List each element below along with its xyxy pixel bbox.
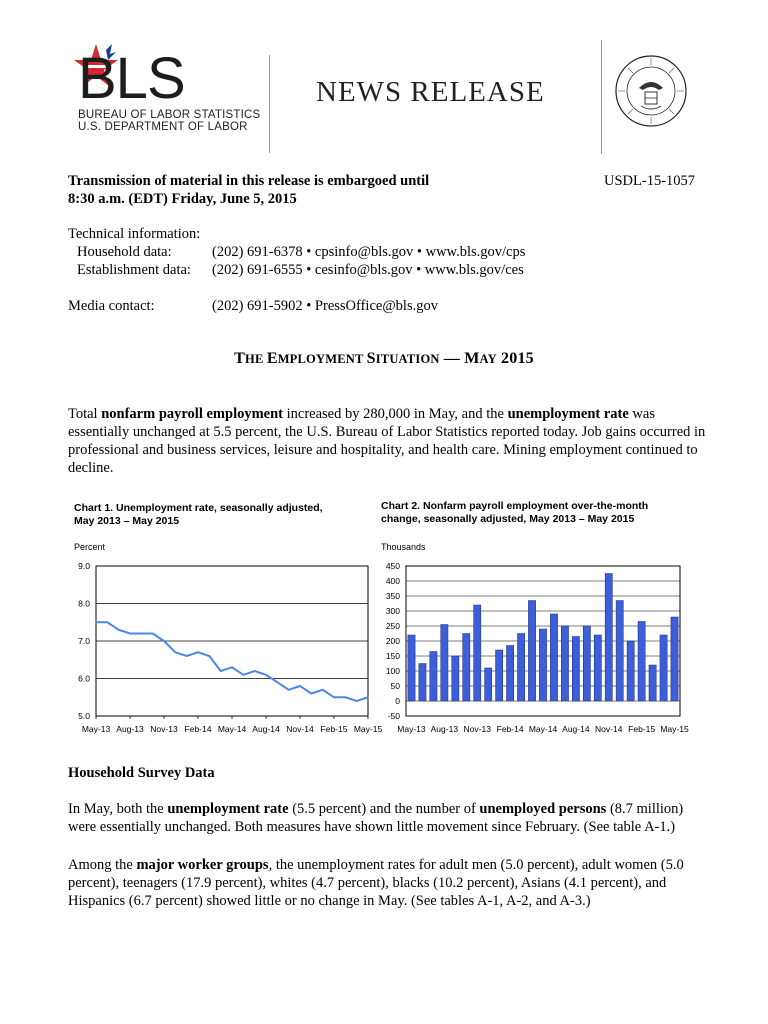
chart2-bar [539,629,546,701]
chart1-data-point [163,640,165,642]
chart1-y-tick-label: 7.0 [78,636,90,646]
chart1-data-point [356,700,358,702]
household-data-label: Household data: [77,244,172,260]
chart1-data-point [197,651,199,653]
chart2-bar [649,665,656,701]
chart2-y-tick-label: 400 [385,576,400,586]
chart2-bar [485,668,492,701]
chart1-x-tick-label: Aug-13 [116,724,144,734]
chart1-data-point [231,666,233,668]
chart2-y-tick-label: 350 [385,591,400,601]
chart2-bar [660,635,667,701]
chart2-bar [452,656,459,701]
chart2-bar [572,637,579,702]
chart2-y-tick-label: 100 [385,666,400,676]
chart1-data-point [152,633,154,635]
chart1-data-point [333,696,335,698]
chart2-bar [496,650,503,701]
unemployment-rate-chart [70,556,390,740]
chart2-bar [616,601,623,702]
chart2-x-tick-label: May-14 [528,724,558,734]
technical-info-heading: Technical information: [68,226,201,242]
chart2-bar [507,646,514,702]
chart1-data-point [186,655,188,657]
chart2-bar [474,605,481,701]
embargo-notice: Transmission of material in this release is embargoed until [68,173,430,189]
chart2-x-tick-label: Aug-14 [562,724,590,734]
establishment-data-label: Establishment data: [77,262,191,278]
chart2-x-tick-label: Feb-15 [628,724,656,734]
chart2-bar [550,614,557,701]
chart1-data-point [322,689,324,691]
chart2-bar [594,635,601,701]
chart1-x-tick-label: May-13 [81,724,111,734]
chart1-data-point [140,633,142,635]
release-type-heading: NEWS RELEASE [316,76,545,108]
chart1-x-tick-label: Aug-14 [252,724,280,734]
chart1-data-point [265,674,267,676]
chart2-y-tick-label: 150 [385,651,400,661]
payroll-employment-chart [378,556,694,740]
page-title: THE EMPLOYMENT SITUATION — MAY 2015 [234,350,534,367]
chart1-data-point [310,693,312,695]
chart2-bar [441,625,448,702]
header-divider [601,40,602,154]
chart2-x-tick-label: Feb-14 [496,724,524,734]
chart1-data-point [129,633,131,635]
agency-name: BUREAU OF LABOR STATISTICS [78,109,261,121]
media-contact-label: Media contact: [68,298,155,314]
chart1-data-point [220,670,222,672]
chart2-bar [671,617,678,701]
chart2-bar [561,626,568,701]
chart1-y-tick-label: 6.0 [78,673,90,684]
section-heading: Household Survey Data [68,765,215,781]
household-paragraph: In May, both the unemployment rate (5.5 percent) and the number of unemployed persons (8.7 million) were essentially unchanged. Both measures have shown little movement since February. (See table A-1.) [68,801,684,835]
chart1-data-point [276,681,278,683]
chart1-x-tick-label: Nov-13 [150,724,178,734]
chart1-data-point [299,685,301,687]
chart2-y-tick-label: 0 [395,696,400,706]
chart1-x-tick-label: May-14 [217,724,247,734]
chart1-title: Chart 1. Unemployment rate, seasonally adjusted, [74,502,323,514]
chart2-bar [638,622,645,702]
establishment-data-contact: (202) 691-6555 • cesinfo@bls.gov • www.bls.gov/ces [212,262,524,278]
chart2-bar [627,641,634,701]
chart1-data-point [367,696,369,698]
department-seal-icon [614,54,688,128]
chart1-y-tick-label: 8.0 [78,598,90,609]
chart2-y-label: Thousands [381,542,426,552]
chart1-x-tick-label: Feb-14 [184,724,212,734]
chart1-data-point [344,696,346,698]
chart1-data-point [118,629,120,631]
chart2-y-tick-label: -50 [387,711,400,721]
chart2-x-tick-label: Aug-13 [430,724,459,734]
chart1-data-point [242,674,244,676]
chart2-x-tick-label: May-13 [397,724,426,734]
chart1-y-tick-label: 9.0 [78,561,90,571]
chart1-y-label: Percent [74,542,106,552]
chart2-bar [528,601,535,702]
chart1-data-point [106,621,108,623]
department-name: U.S. DEPARTMENT OF LABOR [78,121,248,133]
chart2-x-tick-label: May-15 [660,724,689,734]
chart1-series-line [96,622,368,701]
chart2-x-tick-label: Nov-13 [463,724,491,734]
release-number: USDL-15-1057 [604,173,696,189]
chart2-title: Chart 2. Nonfarm payroll employment over-the-month [381,500,649,512]
chart2-y-tick-label: 200 [385,636,400,646]
chart2-bar [430,652,437,702]
chart1-data-point [208,655,210,657]
chart1-data-point [288,689,290,691]
chart1-subtitle: May 2013 – May 2015 [74,515,180,527]
chart2-bar [583,626,590,701]
chart2-y-tick-label: 50 [390,681,400,691]
chart2-x-tick-label: Nov-14 [595,724,623,734]
chart2-y-tick-label: 250 [385,621,400,631]
household-data-contact: (202) 691-6378 • cpsinfo@bls.gov • www.bls.gov/cps [212,244,526,260]
chart2-subtitle: change, seasonally adjusted, May 2013 – May 2015 [381,513,635,525]
worker-groups-paragraph: Among the major worker groups, the unemployment rates for adult men (5.0 percent), adult women (5.0 percent), teenagers (17.9 percent), whites (4.7 percent), blacks (10.2 percent), Asians (4.1 percent), and Hispanics (6.7 percent) showed little or no change in May. (See tables A-1, A-2, and A-3.) [68,857,684,909]
chart2-bar [408,635,415,701]
chart1-x-tick-label: May-15 [353,724,383,734]
summary-paragraph: Total nonfarm payroll employment increased by 280,000 in May, and the unemployment rate was essentially unchanged at 5.5 percent, the U.S. Bureau of Labor Statistics reported today. Job gains occurred in professional and business services, leisure and hospitality, and health care. Mining employment continued to decline. [68,406,706,476]
chart2-y-tick-label: 300 [385,606,400,616]
header-divider [269,55,270,153]
chart1-x-tick-label: Nov-14 [286,724,314,734]
chart1-y-tick-label: 5.0 [78,711,90,721]
chart2-y-tick-label: 450 [385,561,400,571]
chart1-data-point [254,670,256,672]
chart2-bar [419,664,426,702]
chart1-x-tick-label: Feb-15 [320,724,348,734]
chart2-bar [605,574,612,702]
chart2-bar [463,634,470,702]
chart2-bar [517,634,524,702]
embargo-time: 8:30 a.m. (EDT) Friday, June 5, 2015 [68,191,297,207]
chart1-data-point [174,651,176,653]
bls-logo-text: BLS [78,46,185,111]
chart1-data-point [95,621,97,623]
media-contact-value: (202) 691-5902 • PressOffice@bls.gov [212,298,438,314]
